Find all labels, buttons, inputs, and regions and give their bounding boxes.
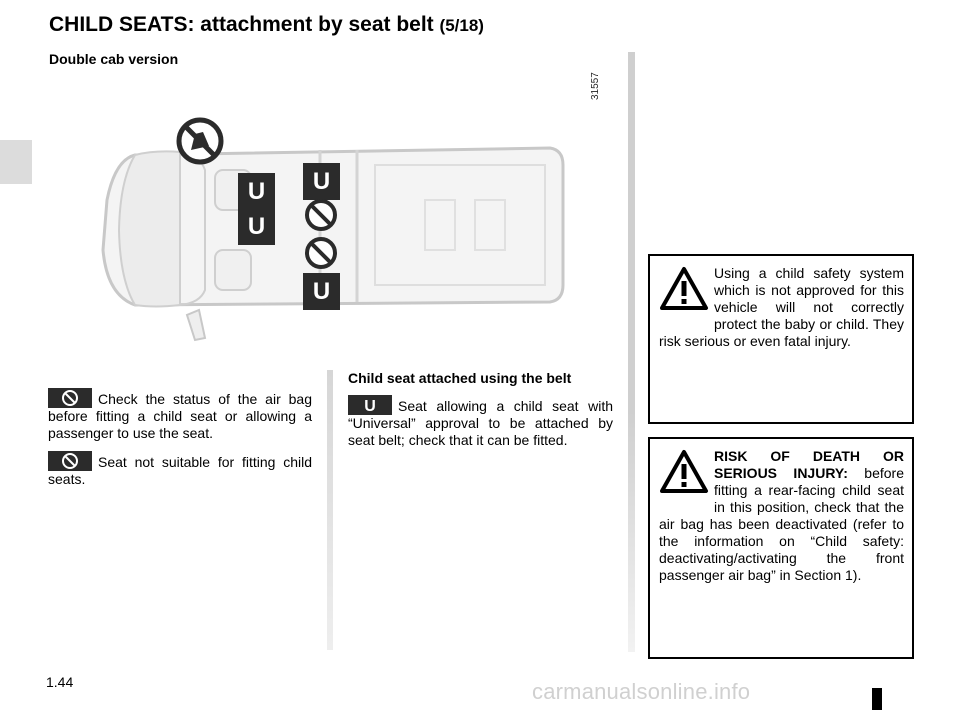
van-seat-diagram bbox=[95, 110, 575, 355]
prohibited-seat-icon bbox=[304, 198, 338, 232]
page-title-text: CHILD SEATS: attachment by seat belt bbox=[49, 13, 434, 36]
column-divider-right bbox=[628, 52, 635, 652]
image-reference-code: 31557 bbox=[590, 72, 601, 100]
universal-badge-rear-left: U bbox=[303, 163, 340, 200]
warning-triangle-icon bbox=[659, 266, 709, 312]
prohibited-seat-icon bbox=[304, 236, 338, 270]
universal-heading: Child seat attached using the belt bbox=[348, 370, 572, 386]
page-subtitle: Double cab version bbox=[49, 51, 179, 67]
warning-box-approval bbox=[648, 254, 914, 424]
warning1-body: Using a child safety system which is not approved for this vehicle will not correctly protect the baby or child. They risk serious or even fatal injury. bbox=[659, 265, 904, 349]
warning2-body: before fitting a rear-facing child seat in this position, check that the air bag has been deactivated (refer to the information on “Child safety: deactivating/activating the front passenger air bag” in Section 1). bbox=[659, 465, 904, 583]
universal-legend-text: Seat allowing a child seat with “Universal” approval to be attached by seat belt; check that it can be fitted. bbox=[348, 398, 613, 448]
universal-legend-item bbox=[348, 395, 613, 449]
universal-badge-front-outer: U bbox=[238, 173, 275, 210]
universal-badge-front-middle: U bbox=[238, 208, 275, 245]
prohibited-icon bbox=[48, 451, 92, 471]
page-number: 1.44 bbox=[46, 674, 74, 690]
universal-u-icon bbox=[348, 395, 392, 415]
prohibited-legend-text: Seat not suitable for fitting child seats. bbox=[48, 454, 312, 487]
airbag-warning-icon bbox=[175, 116, 225, 166]
page-title-counter: (5/18) bbox=[439, 16, 484, 35]
page-title bbox=[49, 13, 484, 37]
airbag-status-icon bbox=[48, 388, 92, 408]
page-end-marker bbox=[872, 688, 882, 710]
universal-badge-rear-right: U bbox=[303, 273, 340, 310]
warning2-bold-lead: RISK OF DEATH OR SERIOUS INJURY: bbox=[714, 448, 904, 481]
prohibited-legend-item bbox=[48, 451, 312, 488]
svg-text:U: U bbox=[364, 398, 376, 415]
warning-box-risk-of-death bbox=[648, 437, 914, 659]
airbag-legend-item bbox=[48, 388, 312, 442]
universal-info-column bbox=[348, 370, 613, 454]
column-divider-middle bbox=[327, 370, 333, 650]
watermark-text: carmanualsonline.info bbox=[532, 679, 751, 704]
section-tab-marker bbox=[0, 140, 32, 184]
airbag-legend-text: Check the status of the air bag before fitting a child seat or allowing a passenger to use the seat. bbox=[48, 391, 312, 441]
warning-triangle-icon bbox=[659, 449, 709, 495]
legend-column bbox=[48, 388, 312, 497]
